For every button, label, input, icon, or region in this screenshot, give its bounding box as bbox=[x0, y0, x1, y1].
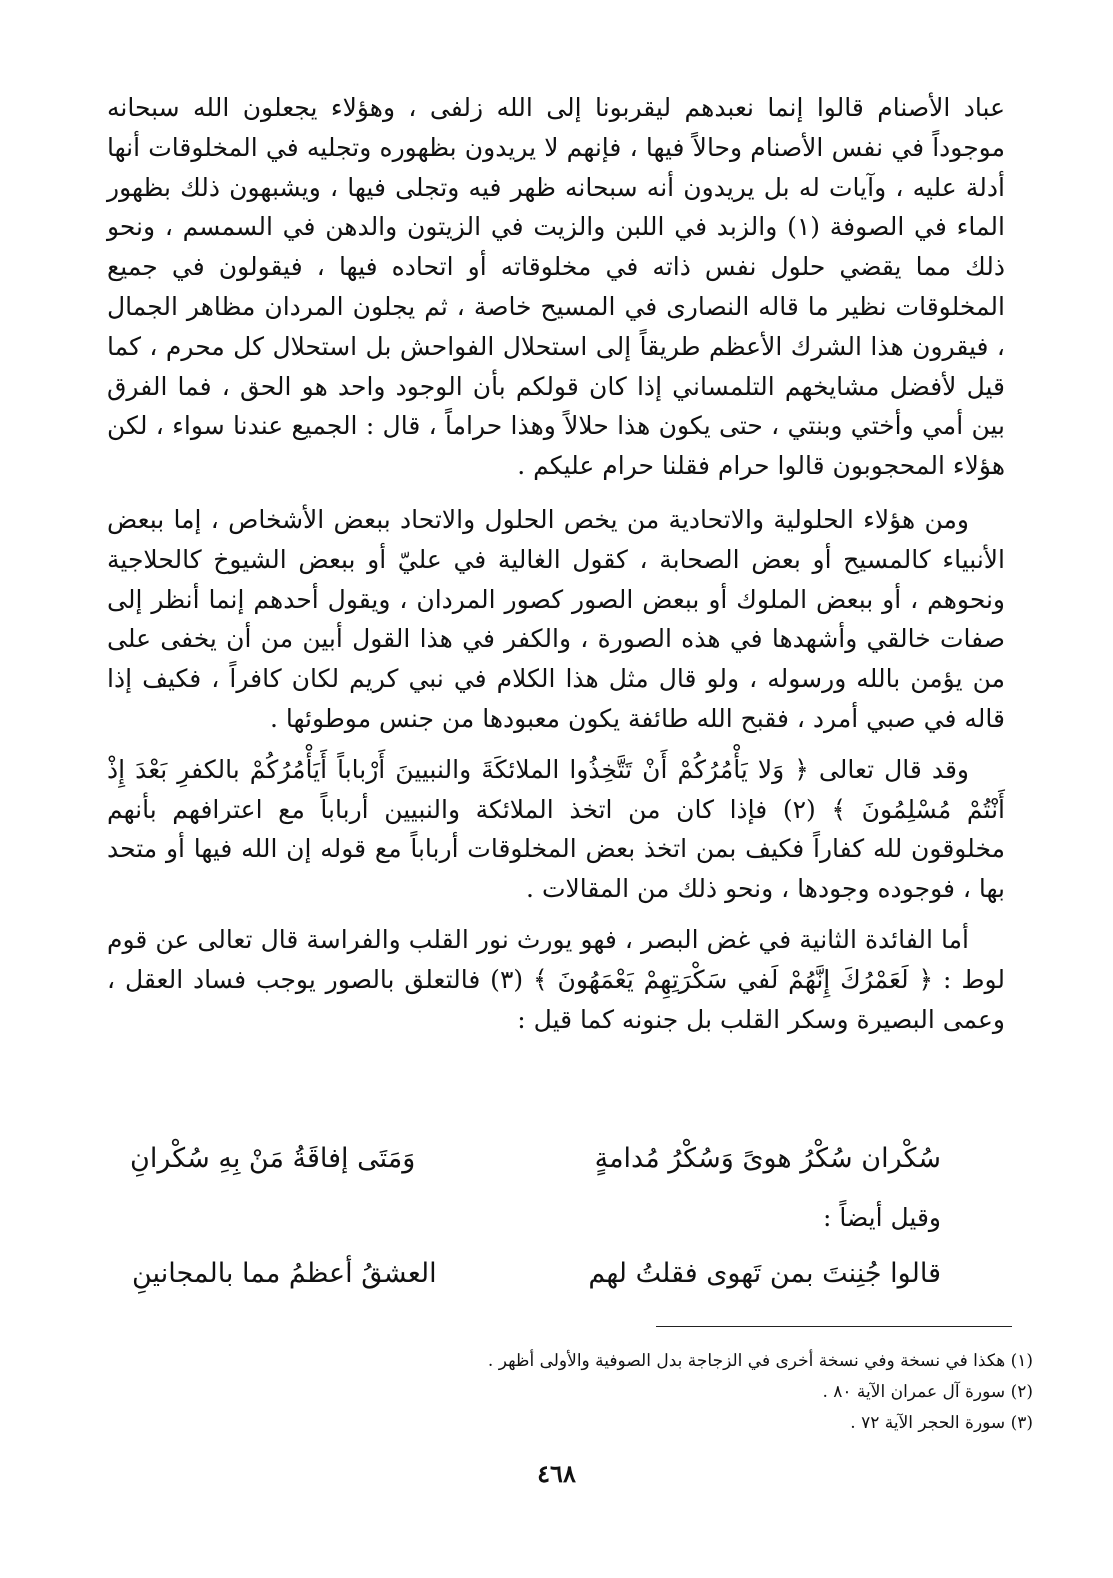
poem-verse-2-first-hemistich: قالوا جُنِنتَ بمن تَهوى فقلتُ لهم bbox=[588, 1258, 941, 1289]
page-number: ٤٦٨ bbox=[537, 1459, 576, 1488]
also-said-line: وقيل أيضاً : bbox=[822, 1203, 941, 1232]
main-text bbox=[107, 88, 1005, 1050]
footnote-1: (١) هكذا في نسخة وفي نسخة أخرى في الزجاجة بدل الصوفية والأولى أظهر . bbox=[487, 1351, 1033, 1371]
poem-verse-1-first-hemistich: سُكْران سُكْرُ هوىً وَسُكْرُ مُدامةٍ bbox=[594, 1143, 941, 1174]
paragraph-3: وقد قال تعالى ﴿ وَلا يَأْمُرُكُمْ أَنْ تَتَّخِذُوا الملائكَةَ والنبيينَ أَرْباباً أَيَأْمُرُكُمْ بالكفرِ بَعْدَ إِذْ أَنْتُمْ مُسْلِمُونَ ﴾ (٢) فإذا كان من اتخذ الملائكة والنبيين أرباباً مع اعترافهم بأنهم مخلوقون لله كفاراً فكيف بمن اتخذ بعض المخلوقات أرباباً مع قوله إن الله فيها أو متحد بها ، فوجوده وجودها ، ونحو ذلك من المقالات . bbox=[107, 754, 1005, 904]
footnotes bbox=[133, 1346, 1033, 1439]
paragraph-2: ومن هؤلاء الحلولية والاتحادية من يخص الحلول والاتحاد ببعض الأشخاص ، إما ببعض الأنبياء كالمسيح أو بعض الصحابة ، كقول الغالية في عليّ أو ببعض الشيوخ كالحلاجية ونحوهم ، أو ببعض الملوك أو ببعض الصور كصور المردان ، ويقول أحدهم إنما أنظر إلى صفات خالقي وأشهدها في هذه الصورة ، والكفر في هذا القول أبين من أن يخفى على من يؤمن بالله ورسوله ، ولو قال مثل هذا الكلام في نبي كريم لكان كافراً ، فكيف إذا قاله في صبي أمرد ، فقبح الله طائفة يكون معبودها من جنس موطوئها . bbox=[107, 504, 1005, 733]
paragraph-4: أما الفائدة الثانية في غض البصر ، فهو يورث نور القلب والفراسة قال تعالى عن قوم لوط : ﴿ لَعَمْرُكَ إِنَّهُمْ لَفي سَكْرَتِهِمْ يَعْمَهُونَ ﴾ (٣) فالتعلق بالصور يوجب فساد العقل ، وعمى البصيرة وسكر القلب بل جنونه كما قيل : bbox=[107, 924, 1005, 1034]
poem-verse-1 bbox=[0, 1139, 1113, 1179]
footnote-3: (٣) سورة الحجر الآية ٧٢ . bbox=[850, 1413, 1033, 1433]
poem-verse-2 bbox=[0, 1254, 1113, 1294]
paragraph-1: عباد الأصنام قالوا إنما نعبدهم ليقربونا إلى الله زلفى ، وهؤلاء يجعلون الله سبحانه موجوداً في نفس الأصنام وحالاً فيها ، فإنهم لا يريدون بظهوره وتجليه في المخلوقات أنها أدلة عليه ، وآيات له بل يريدون أنه سبحانه ظهر فيه وتجلى فيها ، ويشبهون ذلك بظهور الماء في الصوفة (١) والزبد في اللبن والزيت في الزيتون والدهن في السمسم ، ونحو ذلك مما يقضي حلول نفس ذاته في مخلوقاته أو اتحاده فيها ، فيقولون في جميع المخلوقات نظير ما قاله النصارى في المسيح خاصة ، ثم يجلون المردان مظاهر الجمال ، فيقرون هذا الشرك الأعظم طريقاً إلى استحلال الفواحش بل استحلال كل محرم ، كما قيل لأفضل مشايخهم التلمساني إذا كان قولكم بأن الوجود واحد هو الحق ، فما الفرق بين أمي وأختي وبنتي ، حتى يكون هذا حلالاً وهذا حراماً ، قال : الجميع عندنا سواء ، لكن هؤلاء المحجوبون قالوا حرام فقلنا حرام عليكم . bbox=[107, 93, 1005, 481]
footnote-2: (٢) سورة آل عمران الآية ٨٠ . bbox=[822, 1382, 1033, 1402]
poem-verse-2-second-hemistich: العشقُ أعظمُ مما بالمجانينِ bbox=[132, 1258, 437, 1289]
footnote-separator bbox=[656, 1326, 1012, 1327]
poem-verse-1-second-hemistich: وَمَتَى إفاقَةُ مَنْ بِهِ سُكْرانِ bbox=[130, 1143, 416, 1174]
